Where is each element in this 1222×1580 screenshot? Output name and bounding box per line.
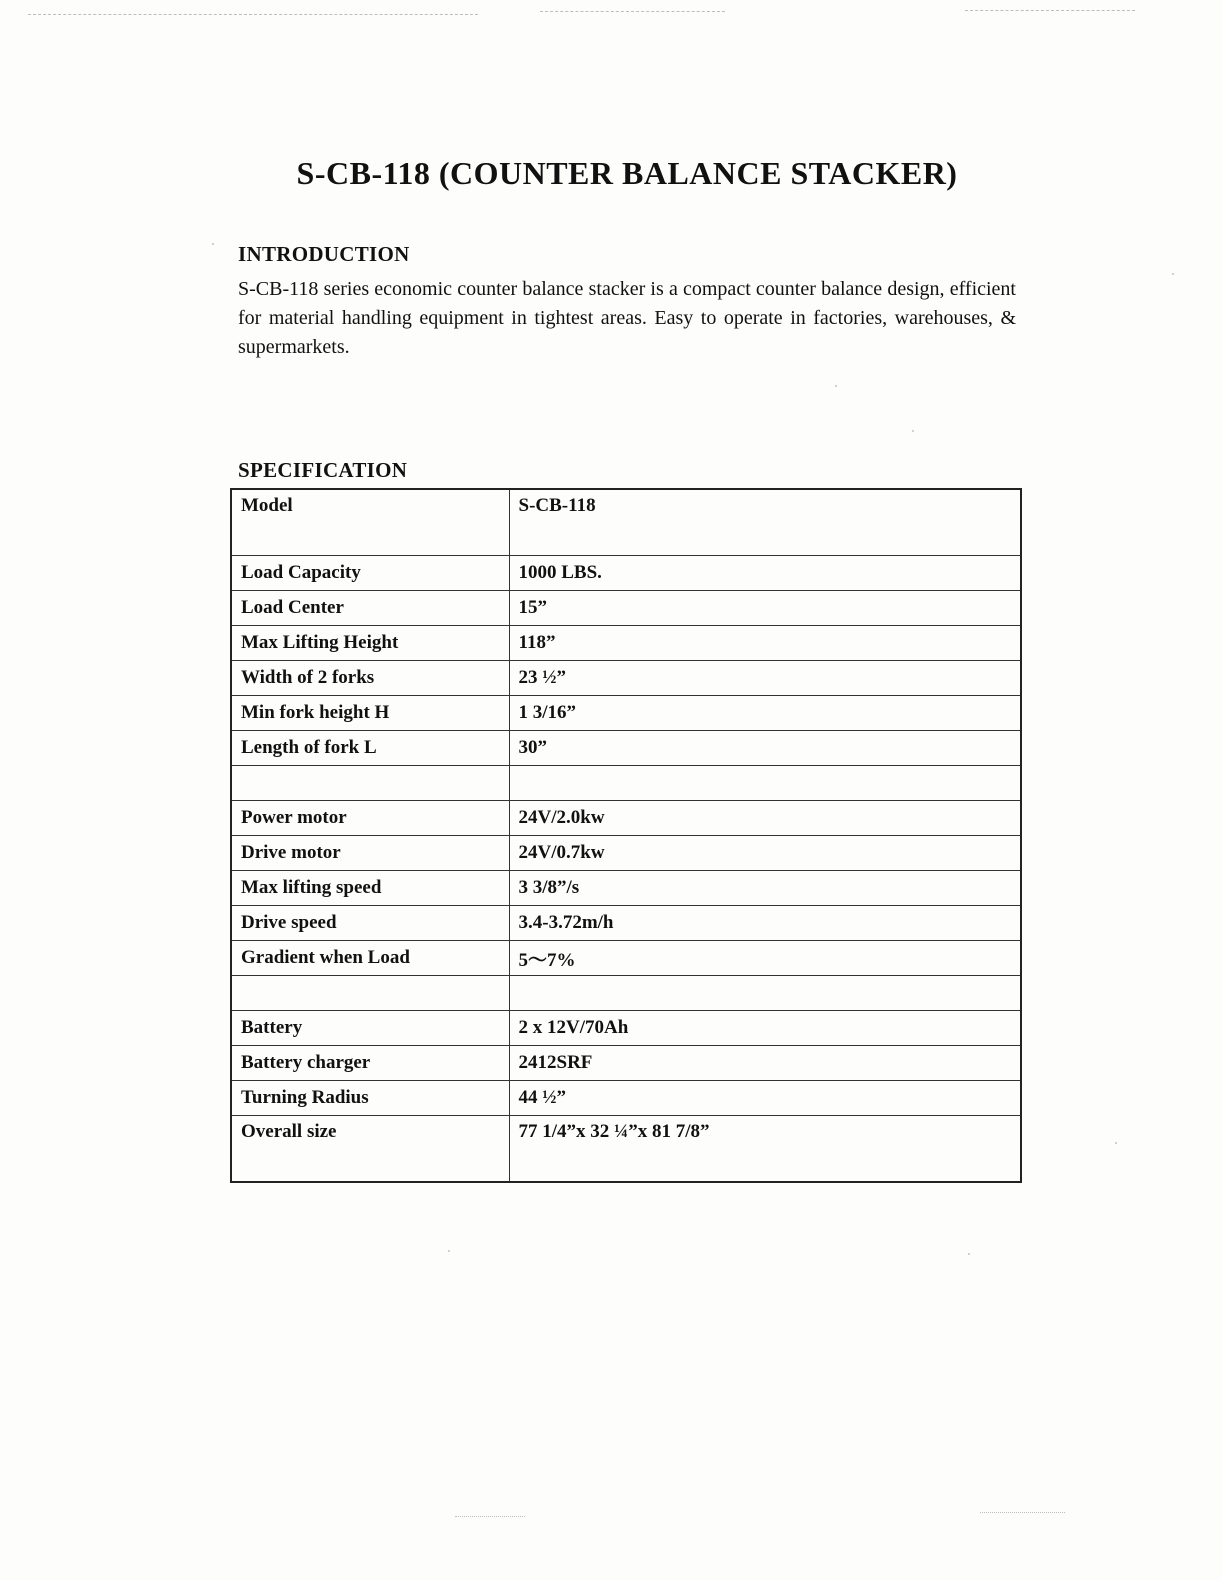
spec-row-turning-radius xyxy=(231,1081,1021,1116)
spec-label: Min fork height H xyxy=(231,696,509,731)
spec-row-battery-charger xyxy=(231,1046,1021,1081)
spec-row-load-capacity xyxy=(231,556,1021,591)
spec-label: Overall size xyxy=(231,1116,509,1183)
spec-row-drive-motor xyxy=(231,836,1021,871)
spec-value: 1000 LBS. xyxy=(509,556,1021,591)
scan-dot xyxy=(1115,1142,1117,1144)
spec-row-max-lifting-speed xyxy=(231,871,1021,906)
document-title: S-CB-118 (COUNTER BALANCE STACKER) xyxy=(296,155,958,191)
spec-value: 15” xyxy=(509,591,1021,626)
spec-value: 1 3/16” xyxy=(509,696,1021,731)
spec-value: 24V/0.7kw xyxy=(509,836,1021,871)
specification-table xyxy=(230,488,1022,1183)
scan-artifact-bottom-mid xyxy=(455,1516,525,1517)
spec-label: Max lifting speed xyxy=(231,871,509,906)
spec-label: Drive speed xyxy=(231,906,509,941)
spec-row-gradient-when-load xyxy=(231,941,1021,976)
spec-value: 5～7% xyxy=(509,941,1021,976)
scan-dot xyxy=(212,243,214,245)
spec-label xyxy=(231,766,509,801)
spec-label: Length of fork L xyxy=(231,731,509,766)
spec-label: Power motor xyxy=(231,801,509,836)
spec-label: Battery charger xyxy=(231,1046,509,1081)
spec-label: Load Capacity xyxy=(231,556,509,591)
spec-label: Max Lifting Height xyxy=(231,626,509,661)
spec-row-spacer xyxy=(231,766,1021,801)
scan-artifact-bottom-right xyxy=(980,1512,1065,1513)
scan-dot xyxy=(968,1253,970,1255)
spec-value: 118” xyxy=(509,626,1021,661)
spec-row-max-lifting-height xyxy=(231,626,1021,661)
spec-row-drive-speed xyxy=(231,906,1021,941)
spec-value: 77 1/4”x 32 ¼”x 81 7/8” xyxy=(509,1116,1021,1183)
spec-value xyxy=(509,766,1021,801)
spec-row-battery xyxy=(231,1011,1021,1046)
spec-row-model xyxy=(231,489,1021,556)
scan-dot xyxy=(448,1250,450,1252)
spec-row-width-of-forks xyxy=(231,661,1021,696)
spec-value: 3.4-3.72m/h xyxy=(509,906,1021,941)
introduction-heading: INTRODUCTION xyxy=(238,242,410,266)
spec-value: 30” xyxy=(509,731,1021,766)
spec-label: Drive motor xyxy=(231,836,509,871)
spec-value: 3 3/8”/s xyxy=(509,871,1021,906)
spec-label: Model xyxy=(231,489,509,556)
spec-value: 23 ½” xyxy=(509,661,1021,696)
scan-dot xyxy=(1172,273,1174,275)
spec-row-min-fork-height xyxy=(231,696,1021,731)
spec-value: S-CB-118 xyxy=(509,489,1021,556)
spec-row-overall-size xyxy=(231,1116,1021,1183)
spec-label: Gradient when Load xyxy=(231,941,509,976)
specification-heading: SPECIFICATION xyxy=(238,458,408,482)
spec-row-spacer xyxy=(231,976,1021,1011)
spec-value: 2412SRF xyxy=(509,1046,1021,1081)
page-content xyxy=(238,0,1016,1183)
spec-value: 44 ½” xyxy=(509,1081,1021,1116)
spec-value xyxy=(509,976,1021,1011)
spec-value: 2 x 12V/70Ah xyxy=(509,1011,1021,1046)
spec-row-power-motor xyxy=(231,801,1021,836)
spec-row-load-center xyxy=(231,591,1021,626)
spec-label xyxy=(231,976,509,1011)
introduction-paragraph: S-CB-118 series economic counter balance stacker is a compact counter balance design, efficient for material handling equipment in tightest areas. Easy to operate in factories, warehouses, & supermarkets. xyxy=(238,278,1016,358)
spec-label: Width of 2 forks xyxy=(231,661,509,696)
spec-label: Load Center xyxy=(231,591,509,626)
spec-value: 24V/2.0kw xyxy=(509,801,1021,836)
spec-label: Turning Radius xyxy=(231,1081,509,1116)
spec-row-length-of-fork xyxy=(231,731,1021,766)
spec-label: Battery xyxy=(231,1011,509,1046)
